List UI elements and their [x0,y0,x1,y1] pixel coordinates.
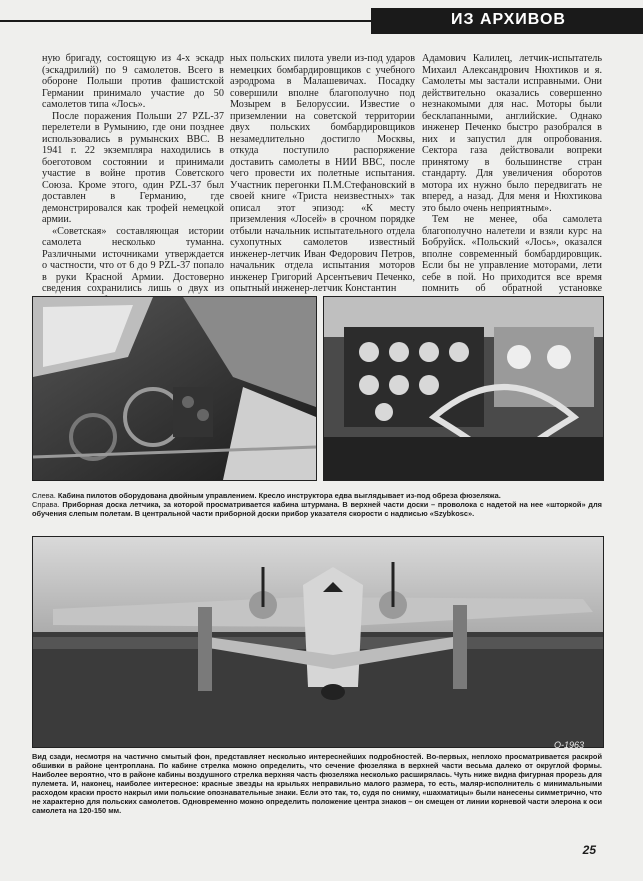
paragraph: «Советская» составляющая истории самолета несколько туманна. Различными источниками утверждается о частности, что от 6 до 9 PZL-37 попало в руки Красной Армии. Достоверно сведения сохранились лишь о двух из [42,225,224,294]
caption-left-text: Кабина пилотов оборудована двойным управлением. Кресло инструктора едва выглядывает из-под обреза фюзеляжа. [57,491,501,500]
instrument-panel-photo [323,296,604,481]
aircraft-rear-photo [32,536,604,748]
paragraph: Адамович Калилец, летчик-испытатель Михаил Александрович Нюхтиков и я. Самолеты мы застали исправными. Они действительно оказались совершенно незнакомыми для нас. Моторы были бесклапанными, английские. Однако инженер Печенко быстро разобрался в них и запустил для опробования. Сектора газа действовали вопреки принятому в большинстве стран стандарту. Для увеличения оборотов мотора их нужно было передвигать не вперед, а назад. Для меня и Нюхтикова это было очень неприятным». [422,53,602,214]
caption-left-label: Слева. [32,491,56,500]
paragraph: Тем не менее, оба самолета благополучно налетели и взяли курс на Бобруйск. «Польский «Лось», оказался вполне современный бомбардировщик. Если бы не управление моторами, лети себе в пой. Но приходится все время помнить об обратной установке [422,214,602,294]
paragraph: После поражения Польши 27 PZL-37 перелетели в Румынию, где они позднее использовались в румынских ВВС. В 1941 г. 22 экземпляра находились в боеготовом состоянии и принимали участие в войне против Советского Союза. Кроме этого, один PZL-37 был доставлен в Германию, где демонстрировался как трофей немецкой армии. [42,110,224,225]
text-column-2 [230,53,415,293]
cockpit-photo [32,296,317,481]
text-column-3 [422,53,602,293]
caption-bottom: Вид сзади, несмотря на частично смытый фон, представляет несколько интереснейших подробностей. Во-первых, неплохо просматривается раскрой обшивки в районе центроплана. По кабине стрелка можно определить, что сечение фюзеляжа в верхней части весьма далеко от округлой формы. Наиболее вероятно, что в районе кабины воздушного стрелка верхняя часть фюзеляжа несколько расширялась. Чуть ниже видна фигурная прорезь для пулемета. И, наконец, наиболее интересное: красные звезды на крыльях неправильно малого размера, то есть, маляр-исполнитель с минимальными расходом краски просто накрыл ими польские опознавательные знаки. Если это так, то, судя по снимку, «шахматицы» были нанесены симметрично, что не характерно для польских самолетов. Одновременно можно определить положение центра знаков – он смещен от линии корневой части элерона к оси самолета на 120-150 мм. [32,752,602,815]
section-header [371,8,643,34]
page-number: 25 [582,843,596,857]
caption-right-text: Приборная доска летчика, за которой просматривается кабина штурмана. В верхней части доски – проволока с надетой на нее «шторкой» для обучения слепым полетам. В центральной части приборной доски прибор указателя скорости с надписью «Szybkosc». [32,500,602,518]
paragraph: ных польских пилота увели из-под ударов немецких бомбардировщиков с учебного аэродрома в Малашевичах. Посадку совершили вполне благополучно под Мозырем в Белоруссии. Известие о приземлении на советской территории двух польских бомбардировщиков незамедлительно достигло Москвы, откуда поступило распоряжение доставить самолеты в НИИ ВВС, после чего провести их полетные испытания. Участник перегонки П.М.Стефановский в своей книге «Триста неизвестных» так описал этот эпизод: «К месту приземления «Лосей» в срочном порядке отбыли начальник испытательного отдела сухопутных самолетов известный инженер-летчик Иван Федорович Петров, начальник отдела испытания моторов инженер Григорий Арсентьевич Печенко, опытный инженер-летчик Константин [230,53,415,294]
header-rule [0,20,371,22]
caption-top [32,491,602,518]
text-column-1 [42,53,224,293]
caption-right-label: Справа. [32,500,60,509]
section-title: ИЗ АРХИВОВ [451,11,566,28]
photo-stamp: О-1963 [553,740,584,750]
paragraph: ную бригаду, состоящую из 4-х эскадр (эскадрилий) по 9 самолетов. Всего в обороне Польши против фашистской Германии принимало участие до 50 самолетов типа «Лось». [42,53,224,110]
